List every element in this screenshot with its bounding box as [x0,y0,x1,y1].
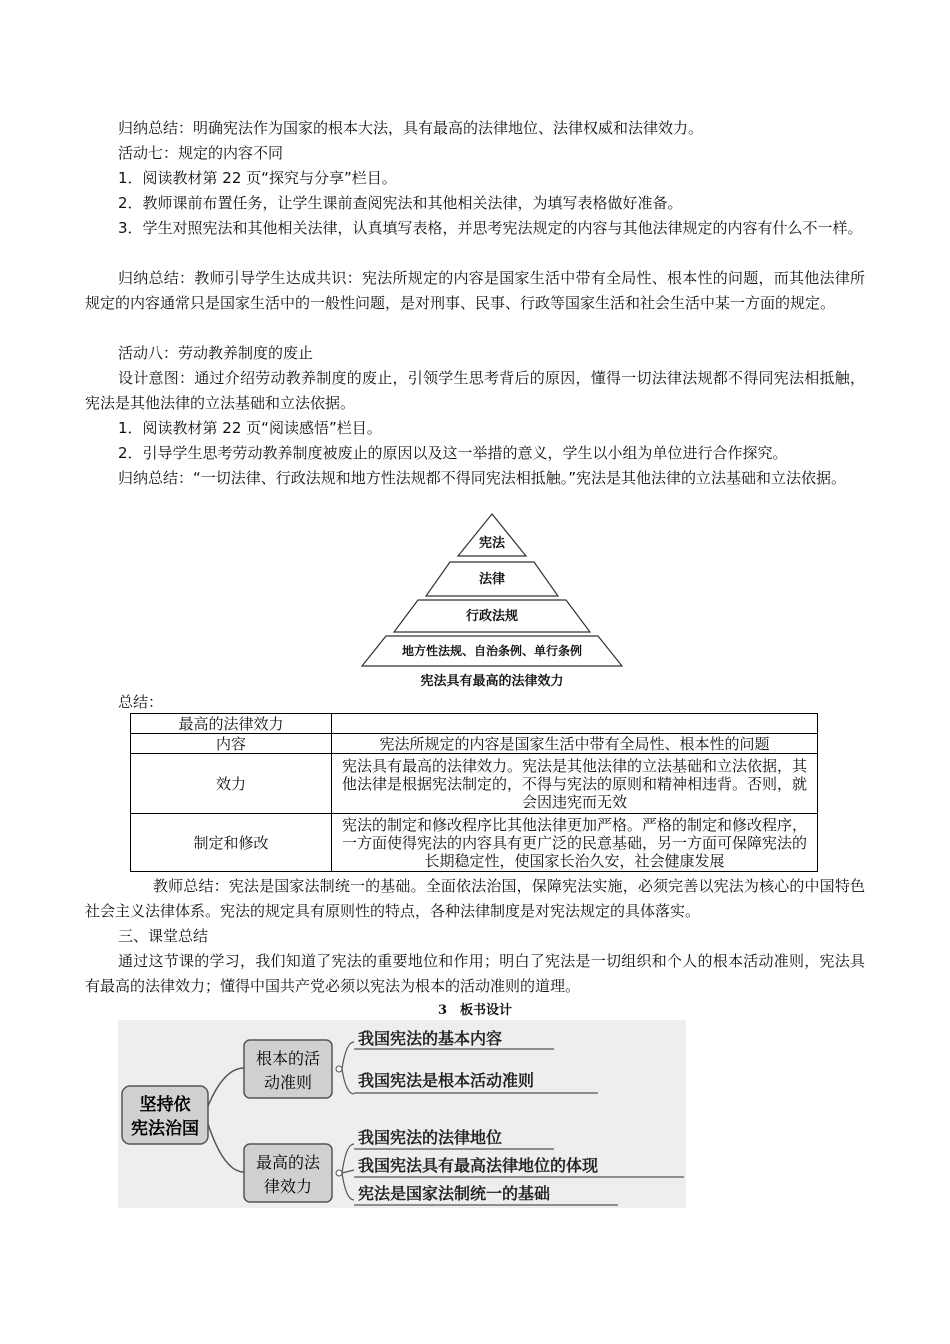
board-item-1: 我国宪法的基本内容 [358,1029,503,1048]
table-row [131,814,818,872]
pyramid-label-2: 法律 [478,572,506,587]
step-3: 3．学生对照宪法和其他相关法律，认真填写表格，并思考宪法规定的内容与其他法律规定的内容有什么不一样。 [118,219,863,237]
board-branch1-line1: 根本的活 [255,1049,321,1068]
board-root-line1: 坚持依 [139,1095,191,1115]
teacher-summary: 教师总结：宪法是国家法制统一的基础。全面依法治国，保障宪法实施，必须完善以宪法为核心的中国特色社会主义法律体系。宪法的规定具有原则性的特点，各种法律制度是对宪法规定的具体落实。 [85,877,865,920]
pyramid-label-1: 宪法 [478,536,506,551]
board-item-2: 我国宪法是根本活动准则 [358,1071,535,1090]
design-intent: 设计意图：通过介绍劳动教养制度的废止，引领学生思考背后的原因，懂得一切法律法规都不得同宪法相抵触，宪法是其他法律的立法基础和立法依据。 [85,369,865,412]
board-branch2-line2: 律效力 [263,1177,313,1196]
board-item-4: 我国宪法具有最高法律地位的体现 [358,1156,599,1175]
table-value: 宪法所规定的内容是国家生活中带有全局性、根本性的问题 [332,734,818,754]
board-node-2 [336,1170,342,1176]
board-link-branch2 [342,1144,354,1200]
step-2b: 2．引导学生思考劳动教养制度被废止的原因以及这一举措的意义，学生以小组为单位进行合作探究。 [118,444,788,462]
board-branch2-line1: 最高的法 [255,1153,321,1172]
summary-table [130,713,818,872]
board-item-3: 我国宪法的法律地位 [358,1128,503,1147]
pyramid-label-3: 行政法规 [465,609,519,624]
table-value: 宪法具有最高的法律效力。宪法是其他法律的立法基础和立法依据，其他法律是根据宪法制定的，不得与宪法的原则和精神相违背。否则，就会因违宪而无效 [332,754,818,814]
table-row [131,754,818,814]
table-row [131,734,818,754]
table-key: 效力 [131,754,332,814]
class-summary: 通过这节课的学习，我们知道了宪法的重要地位和作用；明白了宪法是一切组织和个人的根本活动准则，宪法具有最高的法律效力；懂得中国共产党必须以宪法为根本的活动准则的道理。 [85,952,865,995]
para-summary-1: 归纳总结：明确宪法作为国家的根本大法，具有最高的法律地位、法律权威和法律效力。 [118,119,704,137]
board-design-diagram [118,1020,686,1208]
pyramid-label-4: 地方性法规、自治条例、单行条例 [401,644,583,658]
para-summary-2: 归纳总结：教师引导学生达成共识：宪法所规定的内容是国家生活中带有全局性、根本性的问题，而其他法律所规定的内容通常只是国家生活中的一般性问题，是对刑事、民事、行政等国家生活和社会生活中某一方面的规定。 [85,269,865,312]
table-value [332,714,818,734]
board-root-link-2 [208,1124,244,1172]
board-design-caption: 3 板书设计 [437,1003,513,1018]
step-1: 1．阅读教材第 22 页“探究与分享”栏目。 [118,169,397,187]
pyramid-caption: 宪法具有最高的法律效力 [420,674,564,689]
board-root-link-1 [208,1068,244,1106]
board-item-5: 宪法是国家法制统一的基础 [358,1184,551,1203]
law-pyramid-diagram [358,510,626,670]
board-link-branch1 [342,1042,354,1094]
table-value: 宪法的制定和修改程序比其他法律更加严格。严格的制定和修改程序，一方面使得宪法的内容具有更广泛的民意基础，另一方面可保障宪法的长期稳定性，使国家长治久安，社会健康发展 [332,814,818,872]
activity-8-title: 活动八：劳动教养制度的废止 [118,344,314,362]
step-2: 2．教师课前布置任务，让学生课前查阅宪法和其他相关法律，为填写表格做好准备。 [118,194,683,212]
table-key: 制定和修改 [131,814,332,872]
board-root-line2: 宪法治国 [131,1119,199,1139]
section-3-title: 三、课堂总结 [118,927,209,945]
board-branch1-line2: 动准则 [263,1073,313,1092]
table-row [131,714,818,734]
table-key: 内容 [131,734,332,754]
summary-label: 总结： [118,693,164,711]
activity-7-title: 活动七：规定的内容不同 [118,144,284,162]
para-summary-3: 归纳总结：“一切法律、行政法规和地方性法规都不得同宪法相抵触。”宪法是其他法律的立法基础和立法依据。 [118,469,847,487]
step-1b: 1．阅读教材第 22 页“阅读感悟”栏目。 [118,419,382,437]
table-key: 最高的法律效力 [131,714,332,734]
board-node-1 [336,1066,342,1072]
